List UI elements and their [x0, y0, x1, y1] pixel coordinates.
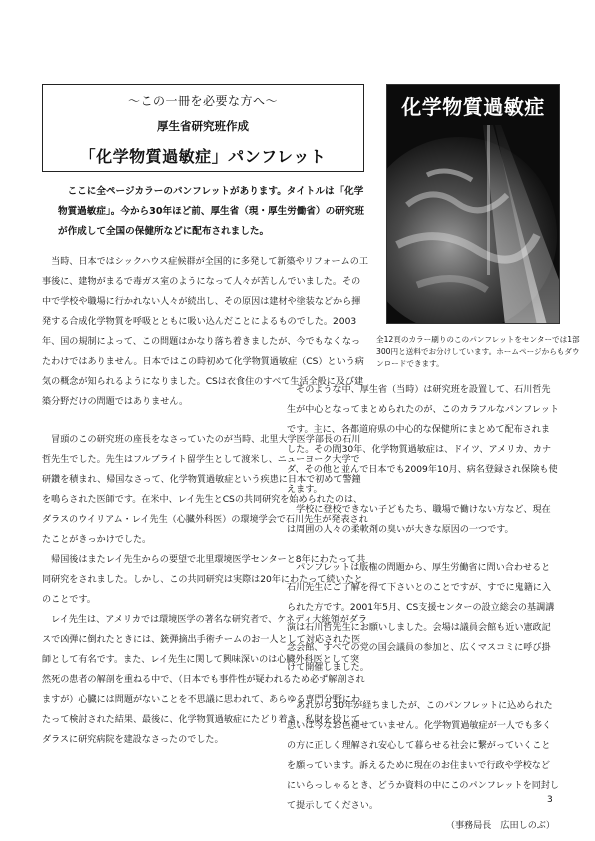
cover-title: 化学物質過敏症 [401, 95, 545, 119]
page-number: 3 [547, 795, 553, 805]
body-paragraph: 帰国後はまたレイ先生からの要望で北里環境医学センターと8年にわたって共同研究をされました。しかし、この共同研究は実際は20年にわたって続いたとのことです。 [42, 555, 366, 605]
body-paragraph: 冒頭のこの研究班の座長をなさっていたのが当時、北里大学医学部長の石川哲先生でした。先生はフルブライト留学生として渡米し、ニューヨーク大学で研鑽を積まれ、帰国なさって、化学物質過敏症という疾患に日本で初めて警鐘を鳴らされた医師です。在米中、レイ先生とCSの共同研究を始められたのは、ダラスのウイリアム・レイ先生（心臓外科医）の環境学会で石川先生が発表されたことがきっかけでした。 [42, 435, 368, 545]
body-paragraph: 学校に登校できない子どもたち、職場で働けない方など、現在は周囲の人々の柔軟剤の臭いが大きな原因の一つです。 [287, 505, 551, 535]
earth-graphic [387, 85, 560, 324]
body-paragraph: パンフレットは版権の問題から、厚生労働省に問い合わせると石川先生にご了解を得て下さいとのことですが、すでに鬼籍に入られた方です。2001年5月、CS支援センターの設立総会の基調講演は石川哲先生にお願いしました。会場は議員会館も近い憲政記念会館、すべての党の国会議員の参加と、広くマスコミに呼び掛けて開催しました。 [287, 563, 555, 673]
body-paragraph: そのような中、厚生省（当時）は研究班を設置して、石川哲先生が中心となってまとめられたのが、このカラフルなパンフレットです。主に、各都道府県の中心的な保健所にまとめて配布されました。その間30年、化学物質過敏症は、ドイツ、アメリカ、カナダ、その他と並んで日本でも2009年10月、病名登録され保険も使えます。 [287, 385, 559, 495]
article-title: 「化学物質過敏症」パンフレット [79, 147, 327, 166]
lead-paragraph: ここに全ページカラーのパンフレットがあります。タイトルは「化学物質過敏症」。今から30年ほど前、厚生省（現・厚生労働省）の研究班が作成して全国の保健所などに配布されました。 [58, 186, 364, 237]
image-caption: 全12頁のカラー刷りのこのパンフレットをセンターでは1部300円と送料でお分けしています。ホームページからもダウンロードできます。 [376, 335, 580, 368]
subtitle: 〜この一冊を必要な方へ〜 [127, 94, 278, 108]
pamphlet-cover-image [386, 84, 560, 324]
signature: （事務局長 広田しのぶ） [445, 821, 555, 831]
body-paragraph: 当時、日本ではシックハウス症候群が全国的に多発して新築やリフォームの工事後に、建物がまるで毒ガス室のようになって人々が苦しんでいました。その中で学校や職場に行かれない人々が続出し、その原因は建材や塗装などから揮発する合成化学物質を呼吸とともに吸い込んだことによるものでした。2003年、国の規制によって、この問題はかなり落ち着きましたが、今でもなくなったわけではありません。日本ではこの時初めて化学物質過敏症（CS）という病気の概念が知られるようになりました。CSは衣食住のすべて生活全般に及び建築分野だけの問題ではありません。 [42, 257, 368, 407]
body-paragraph: レイ先生は、アメリカでは環境医学の著名な研究者で、ケネディ大統領がダラスで凶弾に倒れたときには、銃弾摘出手術チームのお一人として対応された医師として有名です。また、レイ先生に関して興味深いのは心臓外科医として突然死の患者の解剖を重ねる中で、（日本でも事件性が疑われるため必ず解剖されますが）心臓には問題がないことを不思議に思われて、あらゆる専門分野にわたって検討された結果、最後に、化学物質過敏症にたどり着き、私財を投じてダラスに研究病院を建設なさったのでした。 [42, 615, 368, 745]
author-line: 厚生省研究班作成 [157, 119, 249, 133]
body-paragraph: あれから30年が経ちましたが、このパンフレットに込められた思いは今なお色褪せていません。化学物質過敏症が一人でも多くの方に正しく理解され安心して暮らせる社会に繋がっていくことを願っています。訴えるために現在のお住まいで行政や学校などにいらっしゃるとき、どうか資料の中にこのパンフレットを同封して提示してください。 [287, 701, 559, 811]
right-column [287, 380, 559, 836]
title-box [42, 84, 364, 172]
